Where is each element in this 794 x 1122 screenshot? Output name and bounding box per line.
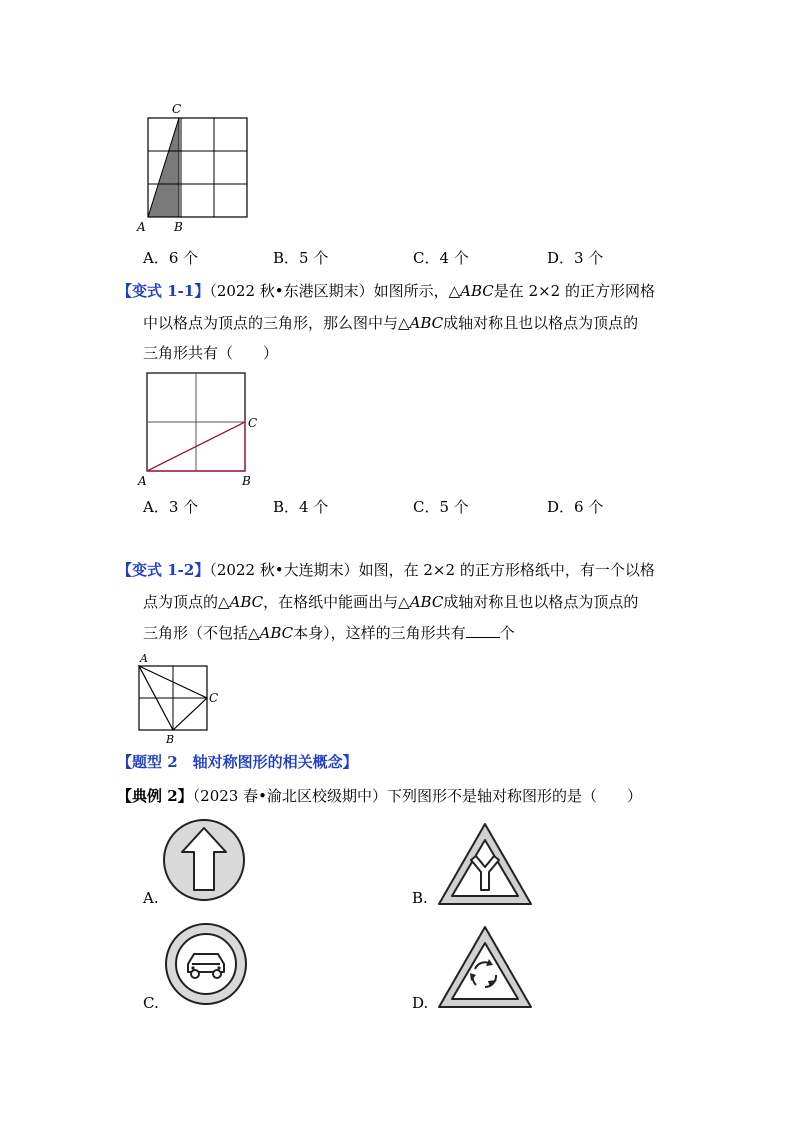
- v12-source: （2022 秋•大连期末）: [209, 561, 359, 579]
- ex2-option-a-label: A.: [143, 889, 159, 907]
- v11-option-c: C．5 个: [413, 498, 469, 516]
- answer-blank: [466, 623, 500, 638]
- roundabout-sign-icon: [435, 923, 535, 1011]
- ex2-question: 【典例 2】（2023 春•渝北区校级期中）下列图形不是轴对称图形的是（ ）: [117, 787, 642, 805]
- shaded-triangle: [148, 118, 179, 217]
- v11-line1: 【变式 1-1】（2022 秋•东港区期末）如图所示，△ABC是在 2×2 的正方形网格: [117, 282, 655, 300]
- grid-2x2-red-triangle-figure: [135, 368, 265, 490]
- label-a: A: [138, 474, 147, 488]
- label-c: C: [209, 691, 219, 705]
- label-c: C: [248, 416, 258, 430]
- section-2-title: 【题型 2 轴对称图形的相关概念】: [117, 753, 358, 771]
- label-c: C: [172, 102, 182, 116]
- v12-line2: 点为顶点的△ABC，在格纸中能画出与△ABC成轴对称且也以格点为顶点的: [143, 593, 639, 611]
- ex2-option-b-label: B.: [412, 889, 428, 907]
- ex2-option-d-label: D.: [412, 994, 429, 1012]
- v11-option-b: B．4 个: [273, 498, 329, 516]
- v12-line3: 三角形（不包括△ABC本身），这样的三角形共有 个: [143, 624, 515, 642]
- v12-line1: 【变式 1-2】（2022 秋•大连期末）如图，在 2×2 的正方形格纸中，有一个以格: [117, 561, 655, 579]
- q1-option-a: A．6 个: [143, 249, 199, 267]
- label-a: A: [140, 652, 148, 665]
- grid-2x2-triangle-figure: [130, 648, 230, 746]
- v11-line2: 中以格点为顶点的三角形，那么图中与△ABC成轴对称且也以格点为顶点的: [143, 314, 639, 332]
- v11-line3: 三角形共有（ ）: [143, 344, 279, 362]
- q1-option-b: B．5 个: [273, 249, 329, 267]
- v12-tag: 【变式 1-2】: [117, 561, 210, 579]
- ex2-tag: 【典例 2】: [117, 787, 193, 805]
- y-junction-sign-icon: [435, 820, 535, 908]
- up-arrow-sign-icon: [162, 818, 246, 902]
- v11-tag: 【变式 1-1】: [117, 282, 210, 300]
- v11-option-d: D．6 个: [547, 498, 604, 516]
- label-b: B: [166, 733, 175, 746]
- label-b: B: [174, 220, 183, 234]
- ex2-option-c-label: C.: [143, 994, 159, 1012]
- q1-option-c: C．4 个: [413, 249, 469, 267]
- v11-source: （2022 秋•东港区期末）: [209, 282, 374, 300]
- label-b: B: [242, 474, 251, 488]
- ex2-source: （2023 春•渝北区校级期中）: [192, 787, 387, 805]
- no-vehicle-sign-icon: [164, 922, 248, 1006]
- q1-option-d: D．3 个: [547, 249, 604, 267]
- grid-3x3-figure: [130, 100, 260, 240]
- label-a: A: [137, 220, 146, 234]
- v11-option-a: A．3 个: [143, 498, 199, 516]
